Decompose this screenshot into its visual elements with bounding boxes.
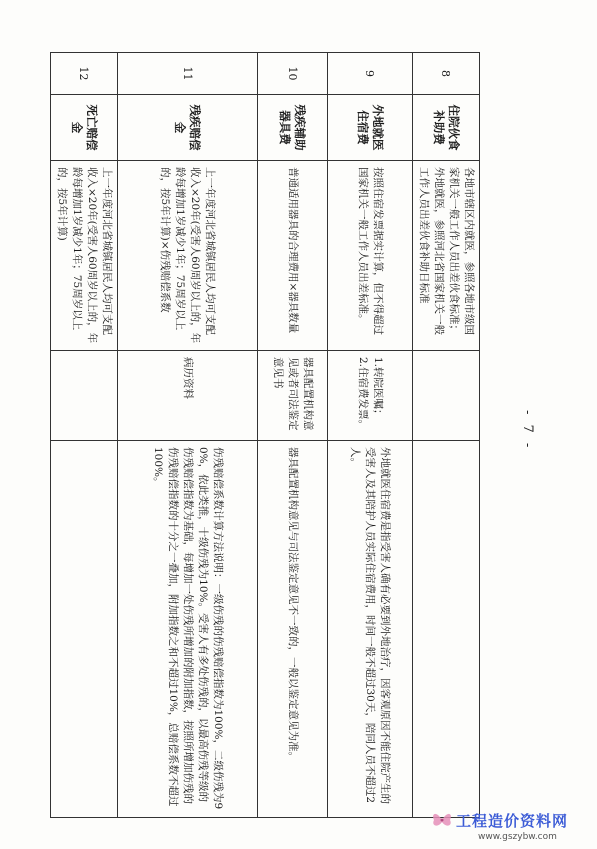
evidence-documents: 1.转院医嘱； 2.住宿费发票。 (328, 351, 413, 441)
evidence-documents: 器具配置机构意见或者司法鉴定意见书 (258, 351, 328, 441)
table-row (413, 53, 480, 818)
calculation-method: 普通适用器具的合理费用×器具数量 (258, 161, 328, 351)
calculation-method: 上一年度河北省城镇居民人均可支配收入×20年(受害人60周岁以上的，年龄每增加1岁减少1年；75周岁以上的，按5年计算)×伤残赔偿系数 (118, 161, 258, 351)
row-number: 12 (51, 53, 118, 95)
row-number: 8 (413, 53, 480, 95)
remarks: 伤残赔偿系数计算方法说明：一级伤残的伤残赔偿指数为100%，二级伤残为90%，依此类推，十级伤残为10%。受害人有多处伤残的，以最高伤残等级的伤残赔偿指数为基础，每增加一处伤残所增加的附加指数，按照所增加伤残的伤残赔偿指数的十分之一叠加，附加指数之和不超过10%，总赔偿系数不超过100%。 (118, 441, 258, 818)
item-name: 外地就医住宿费 (328, 95, 413, 161)
calculation-method: 各地市辖区内就医，参照各地市级国家机关一般工作人员出差伙食标准；外地就医，参照河北省国家机关一般工作人员出差伙食补助日标准 (413, 161, 480, 351)
butterfly-logo-icon (430, 808, 454, 832)
remarks: 器具配置机构意见与司法鉴定意见不一致的，一般以鉴定意见为准。 (258, 441, 328, 818)
row-number: 10 (258, 53, 328, 95)
table-row (118, 53, 258, 818)
watermark-url: www.gszybw.com (478, 832, 557, 842)
table-row (258, 53, 328, 818)
remarks: 外地就医住宿费是指受害人确有必要到外地治疗，因客观原因不能住院产生的受害人及其陪护人员实际住宿费用，时间一般不超过30天，陪同人员不超过2人。 (328, 441, 413, 818)
remarks (51, 441, 118, 818)
watermark-title: 工程造价资料网 (456, 812, 569, 830)
item-name: 残疾辅助器具费 (258, 95, 328, 161)
evidence-documents (51, 351, 118, 441)
table-row (51, 53, 118, 818)
compensation-table (50, 52, 480, 818)
evidence-documents (413, 351, 480, 441)
watermark (430, 806, 590, 846)
table-row (328, 53, 413, 818)
item-name: 住院伙食补助费 (413, 95, 480, 161)
calculation-method: 上一年度河北省城镇居民人均可支配收入×20年(受害人60周岁以上的，年龄每增加1岁减少1年；75周岁以上的，按5年计算) (51, 161, 118, 351)
rotated-table-area (58, 52, 480, 817)
evidence-documents: 病历资料 (118, 351, 258, 441)
item-name: 残疾赔偿金 (118, 95, 258, 161)
remarks (413, 441, 480, 818)
item-name: 死亡赔偿金 (51, 95, 118, 161)
row-number: 9 (328, 53, 413, 95)
row-number: 11 (118, 53, 258, 95)
page-number: - 7 - (520, 410, 535, 451)
calculation-method: 按照住宿发票据实计算，但不得超过国家机关一般工作人员出差标准。 (328, 161, 413, 351)
